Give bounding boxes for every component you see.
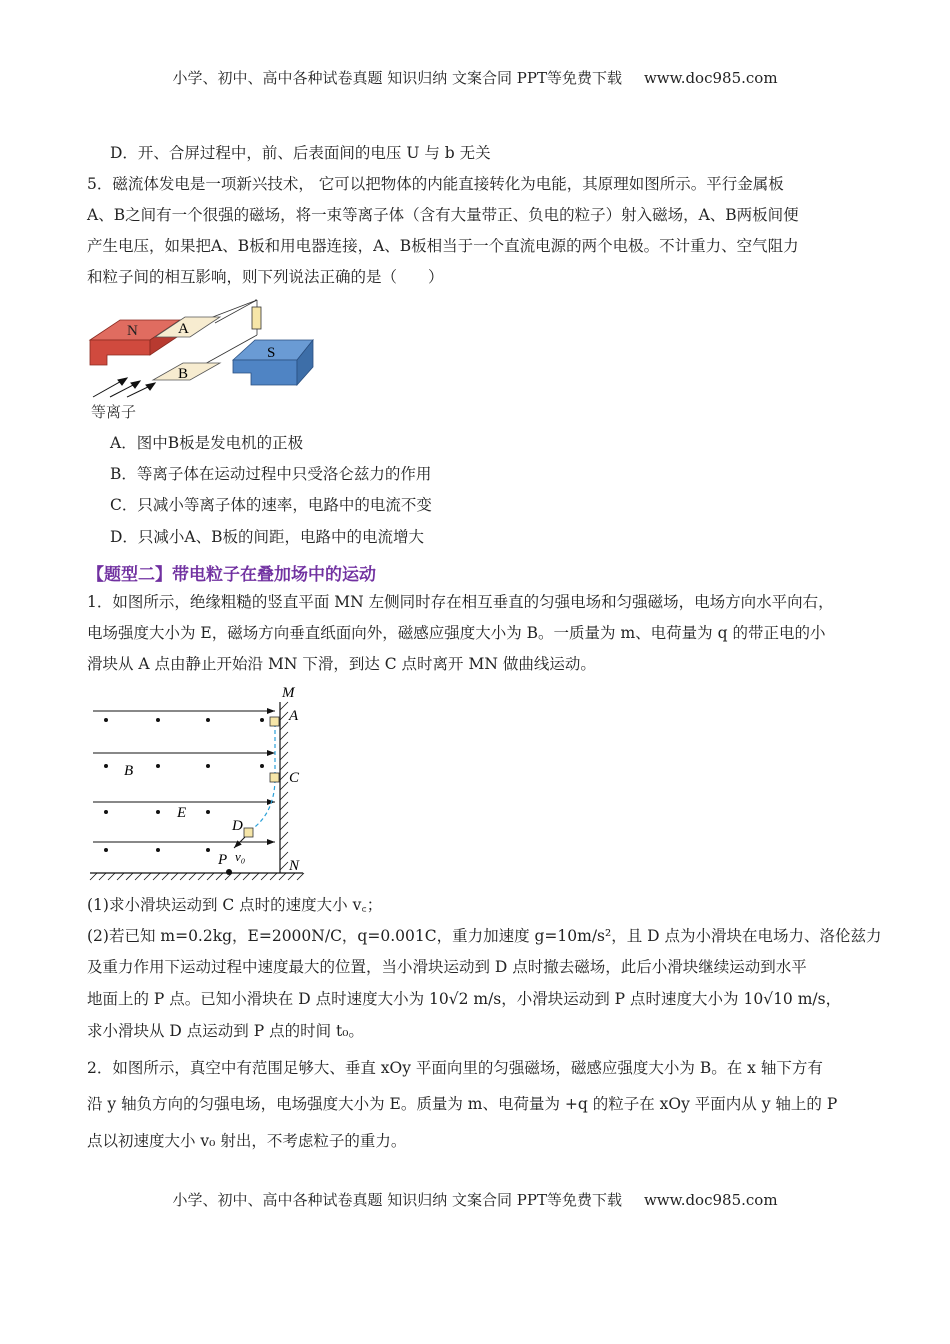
q1-line: 电场强度大小为 E，磁场方向垂直纸面向外，磁感应强度大小为 B。一质量为 m、电荷量为 q 的带正电的小 [87,624,826,642]
field-figure [85,680,315,885]
q1-part-2-line: 求小滑块从 D 点运动到 P 点的时间 t₀。 [87,1022,364,1040]
prev-option-d: D．开、合屏过程中，前、后表面间的电压 U 与 b 无关 [110,144,491,162]
header-site: www.doc985.com [643,69,778,87]
plasma-arrows-icon [93,378,155,397]
q1-part-2-line: 及重力作用下运动过程中速度最大的位置，当小滑块运动到 D 点时撤去磁场，此后小滑块继续运动到水平 [87,958,807,976]
plasma-label: 等离子 [91,405,137,421]
resistor-icon [252,307,261,329]
mhd-generator-figure [85,295,325,425]
q5-option-b: B．等离子体在运动过程中只受洛仑兹力的作用 [110,465,432,483]
footer-site: www.doc985.com [643,1191,778,1209]
page-header [0,68,950,88]
q5-option-c: C．只减小等离子体的速率，电路中的电流不变 [110,496,432,514]
q1-part-2: (2)若已知 m=0.2kg，E=2000N/C，q=0.001C，重力加速度 g=10m/s²，且 D 点为小滑块在电场力、洛伦兹力 [87,927,882,945]
magnet-n-label: N [127,323,138,339]
q1-part-2-line: 地面上的 P 点。已知小滑块在 D 点时速度大小为 10√2 m/s，小滑块运动到 P 点时速度大小为 10√10 m/s， [87,990,842,1008]
label-a: A [289,708,299,724]
q2-line: 沿 y 轴负方向的匀强电场，电场强度大小为 E。质量为 m、电荷量为 +q 的粒子在 xOy 平面内从 y 轴上的 P [87,1095,838,1113]
label-b: B [124,763,134,779]
label-p: P [218,852,228,868]
label-d: D [232,818,243,834]
q2-line: 点以初速度大小 v₀ 射出，不考虑粒子的重力。 [87,1132,407,1150]
plate-b-label: B [178,366,189,382]
q1-part-1: (1)求小滑块运动到 C 点时的速度大小 v꜀； [87,896,383,914]
q5-line: 5．磁流体发电是一项新兴技术， 它可以把物体的内能直接转化为电能，其原理如图所示。平行金属板 [87,175,784,193]
section-heading: 【题型二】带电粒子在叠加场中的运动 [87,565,376,585]
q5-option-d: D．只减小A、B板的间距，电路中的电流增大 [110,528,425,546]
q2-line: 2．如图所示，真空中有范围足够大、垂直 xOy 平面向里的匀强磁场，磁感应强度大小为 B。在 x 轴下方有 [87,1059,823,1077]
header-text: 小学、初中、高中各种试卷真题 知识归纳 文案合同 PPT等免费下载 [172,69,622,87]
q5-option-a: A．图中B板是发电机的正极 [110,434,304,452]
label-n: N [289,858,300,874]
label-v0: v₀ [235,849,246,864]
q5-line: A、B之间有一个很强的磁场，将一束等离子体（含有大量带正、负电的粒子）射入磁场，A、B两板间便 [87,206,799,224]
plate-a-label: A [178,321,189,337]
magnet-s-icon [233,340,313,385]
wall-hatching [280,702,288,870]
page-footer [0,1190,950,1210]
footer-text: 小学、初中、高中各种试卷真题 知识归纳 文案合同 PPT等免费下载 [172,1191,622,1209]
electric-field-lines [93,711,275,842]
label-c: C [289,770,300,786]
q1-line: 1．如图所示，绝缘粗糙的竖直平面 MN 左侧同时存在相互垂直的匀强电场和匀强磁场，电场方向水平向右， [87,593,834,611]
magnet-s-label: S [267,345,276,361]
label-e: E [177,805,187,821]
magnet-n-icon [90,320,180,365]
label-m: M [282,685,295,701]
q1-line: 滑块从 A 点由静止开始沿 MN 下滑，到达 C 点时离开 MN 做曲线运动。 [87,655,596,673]
q5-line: 产生电压，如果把A、B板和用电器连接，A、B板相当于一个直流电源的两个电极。不计重力、空气阻力 [87,237,799,255]
q5-line: 和粒子间的相互影响，则下列说法正确的是（ ） [87,268,444,286]
